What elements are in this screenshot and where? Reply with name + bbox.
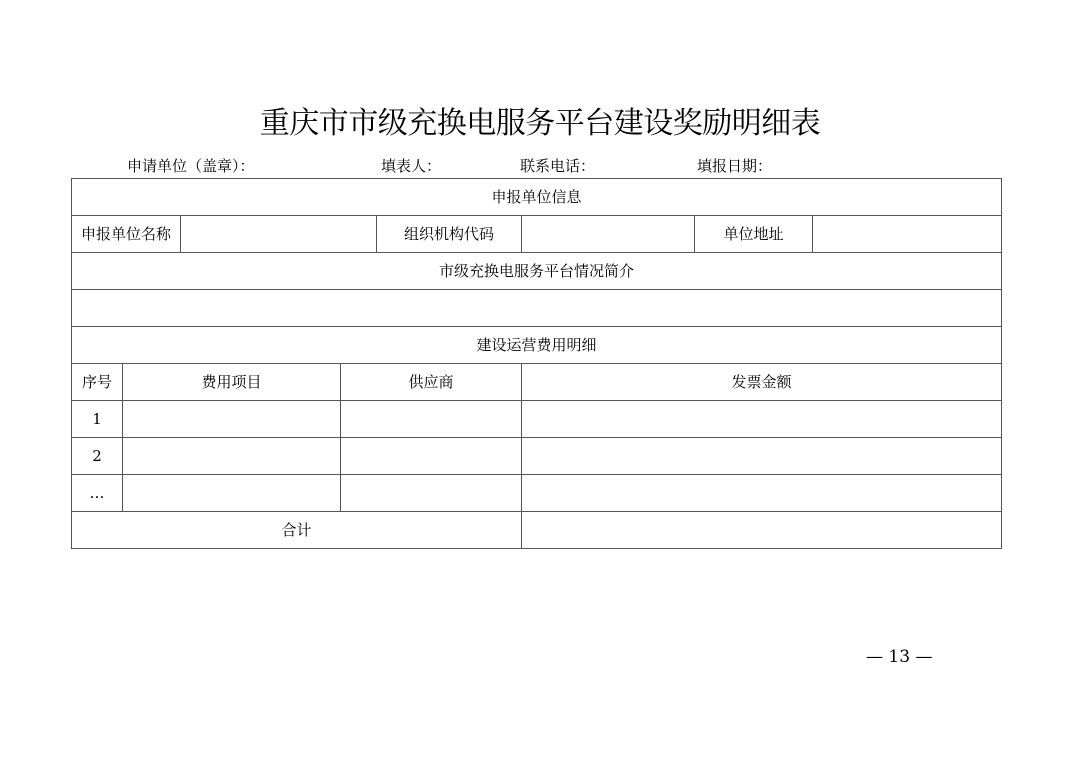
column-header-item: 费用项目 bbox=[123, 364, 341, 401]
section-row-platform bbox=[72, 253, 1002, 290]
section-header-platform: 市级充换电服务平台情况简介 bbox=[72, 253, 1002, 290]
total-amount-cell[interactable] bbox=[522, 512, 1002, 549]
date-label: 填报日期： bbox=[697, 157, 773, 175]
column-header-amount: 发票金额 bbox=[522, 364, 1002, 401]
org-code-label: 组织机构代码 bbox=[377, 216, 522, 253]
column-header-supplier: 供应商 bbox=[341, 364, 522, 401]
total-label: 合计 bbox=[72, 512, 522, 549]
table-row bbox=[72, 475, 1002, 512]
org-code-field[interactable] bbox=[522, 216, 695, 253]
supplier-cell[interactable] bbox=[341, 401, 522, 438]
applicant-label: 申请单位（盖章）： bbox=[127, 157, 255, 175]
cost-item-cell[interactable] bbox=[123, 475, 341, 512]
row-index: 2 bbox=[72, 438, 123, 475]
address-field[interactable] bbox=[813, 216, 1002, 253]
unit-info-row bbox=[72, 216, 1002, 253]
unit-name-label: 申报单位名称 bbox=[72, 216, 181, 253]
cost-item-cell[interactable] bbox=[123, 401, 341, 438]
cost-table-header-row bbox=[72, 364, 1002, 401]
invoice-amount-cell[interactable] bbox=[522, 475, 1002, 512]
page-title: 重庆市市级充换电服务平台建设奖励明细表 bbox=[259, 106, 821, 141]
filler-label: 填表人： bbox=[381, 157, 442, 175]
cost-item-cell[interactable] bbox=[123, 438, 341, 475]
section-header-unit-info: 申报单位信息 bbox=[72, 179, 1002, 216]
section-header-costs: 建设运营费用明细 bbox=[72, 327, 1002, 364]
page-number: — 13 — bbox=[866, 647, 933, 667]
supplier-cell[interactable] bbox=[341, 438, 522, 475]
invoice-amount-cell[interactable] bbox=[522, 401, 1002, 438]
table-row bbox=[72, 401, 1002, 438]
column-header-index: 序号 bbox=[72, 364, 123, 401]
supplier-cell[interactable] bbox=[341, 475, 522, 512]
total-row bbox=[72, 512, 1002, 549]
address-label: 单位地址 bbox=[695, 216, 813, 253]
platform-intro-row bbox=[72, 290, 1002, 327]
platform-intro-field[interactable] bbox=[72, 290, 1002, 327]
unit-name-field[interactable] bbox=[181, 216, 377, 253]
section-row-costs bbox=[72, 327, 1002, 364]
table-row bbox=[72, 438, 1002, 475]
invoice-amount-cell[interactable] bbox=[522, 438, 1002, 475]
row-index: … bbox=[72, 475, 123, 512]
phone-label: 联系电话： bbox=[520, 157, 596, 175]
reward-detail-table bbox=[71, 178, 1002, 549]
row-index: 1 bbox=[72, 401, 123, 438]
section-row-unit-info bbox=[72, 179, 1002, 216]
